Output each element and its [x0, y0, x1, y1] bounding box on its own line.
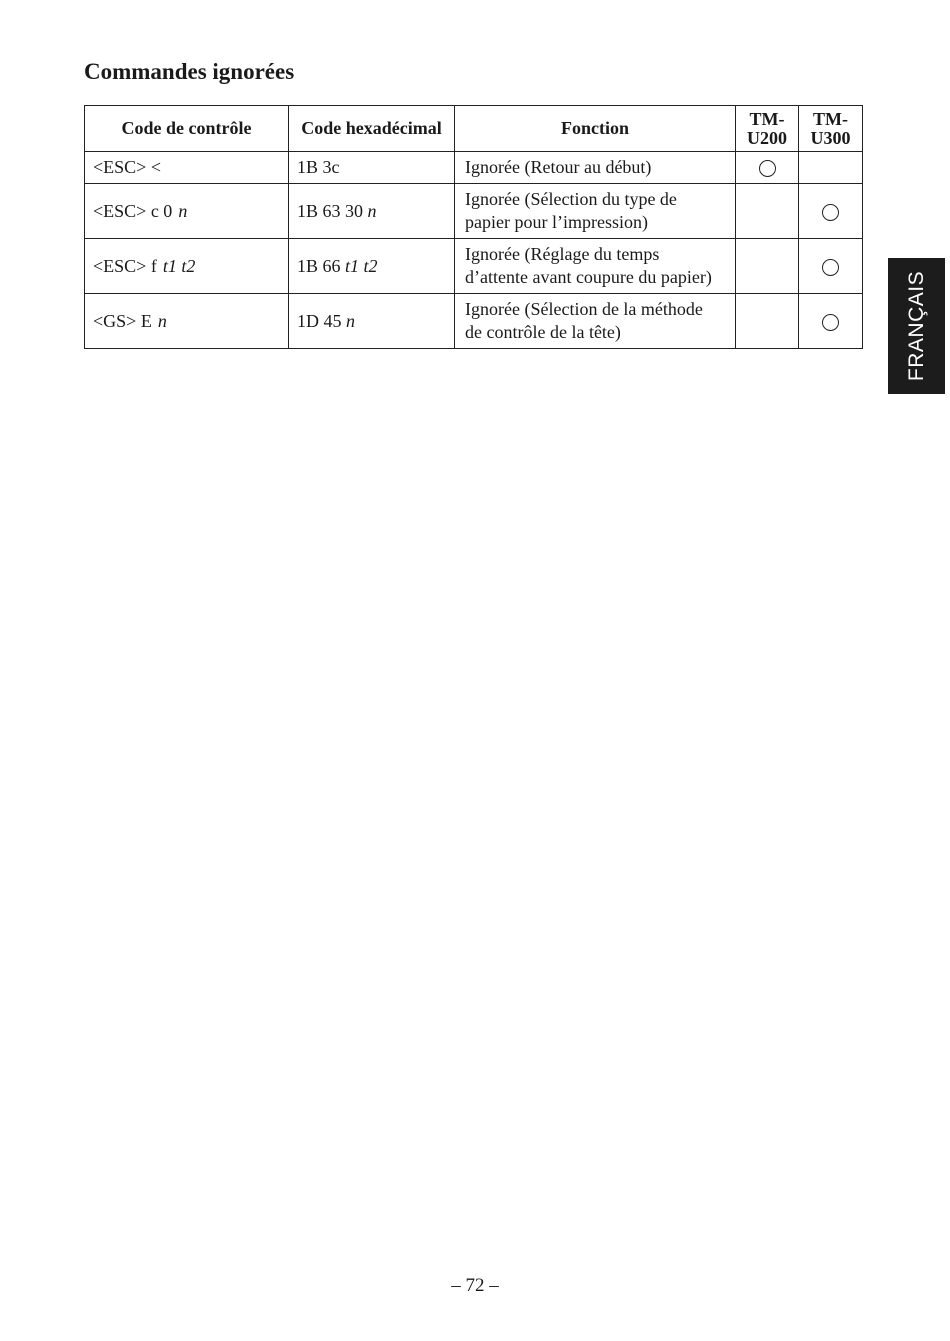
hex-code-variable: t1 t2: [345, 255, 378, 276]
supported-circle-icon: [822, 314, 839, 331]
header-function: Fonction: [455, 106, 736, 152]
cell-tm-u300: [799, 294, 863, 349]
header-control-code: Code de contrôle: [85, 106, 289, 152]
table-row: [85, 152, 863, 184]
supported-circle-icon: [822, 204, 839, 221]
function-line-1: Ignorée (Retour au début): [465, 156, 652, 177]
cell-function: [455, 294, 736, 349]
cell-hex-code: [289, 239, 455, 294]
cell-hex-code: [289, 184, 455, 239]
hex-code-text: 1B 66: [297, 255, 341, 276]
cell-function: [455, 239, 736, 294]
function-line-2: d’attente avant coupure du papier): [465, 266, 712, 287]
hex-code-variable: n: [346, 310, 355, 331]
hex-code-text: 1D 45: [297, 310, 342, 331]
header-tm-u300-line1: TM-: [813, 108, 848, 129]
table-header-row: [85, 106, 863, 152]
cell-hex-code: [289, 152, 455, 184]
language-tab-label: FRANÇAIS: [904, 270, 928, 382]
hex-code-variable: n: [367, 200, 377, 221]
page-number: – 72 –: [451, 1275, 499, 1296]
language-tab: [888, 258, 945, 394]
cell-control-code: [85, 239, 289, 294]
ignored-commands-table: [84, 105, 863, 349]
cell-tm-u200: [736, 184, 799, 239]
cell-tm-u200: [736, 152, 799, 184]
cell-hex-code: [289, 294, 455, 349]
table-row: [85, 294, 863, 349]
cell-function: [455, 152, 736, 184]
supported-circle-icon: [822, 259, 839, 276]
cell-control-code: [85, 294, 289, 349]
function-line-2: papier pour l’impression): [465, 211, 648, 232]
control-code-variable: n: [157, 310, 167, 331]
cell-control-code: [85, 152, 289, 184]
function-line-1: Ignorée (Sélection du type de: [465, 188, 677, 209]
function-line-1: Ignorée (Réglage du temps: [465, 243, 660, 264]
cell-tm-u300: [799, 184, 863, 239]
header-tm-u300: [799, 106, 863, 152]
cell-control-code: [85, 184, 289, 239]
header-tm-u200-line2: U200: [747, 127, 787, 148]
control-code-text: <ESC> c 0: [93, 200, 173, 221]
hex-code-text: 1B 3c: [297, 157, 340, 177]
cell-function: [455, 184, 736, 239]
header-tm-u300-line2: U300: [810, 127, 851, 148]
cell-tm-u300: [799, 152, 863, 184]
function-line-2: de contrôle de la tête): [465, 321, 621, 342]
control-code-variable: t1 t2: [162, 255, 196, 276]
control-code-text: <ESC> <: [93, 157, 161, 177]
hex-code-text: 1B 63 30: [297, 200, 364, 221]
supported-circle-icon: [759, 160, 776, 177]
header-tm-u200-line1: TM-: [749, 108, 785, 129]
cell-tm-u200: [736, 294, 799, 349]
table-row: [85, 184, 863, 239]
cell-tm-u200: [736, 239, 799, 294]
function-line-1: Ignorée (Sélection de la méthode: [465, 298, 703, 319]
table-row: [85, 239, 863, 294]
cell-tm-u300: [799, 239, 863, 294]
header-hex-code: Code hexadécimal: [289, 106, 455, 152]
control-code-text: <GS> E: [93, 310, 152, 331]
section-title: Commandes ignorées: [84, 59, 295, 84]
control-code-variable: n: [178, 200, 188, 221]
control-code-text: <ESC> f: [93, 255, 157, 276]
header-tm-u200: [736, 106, 799, 152]
